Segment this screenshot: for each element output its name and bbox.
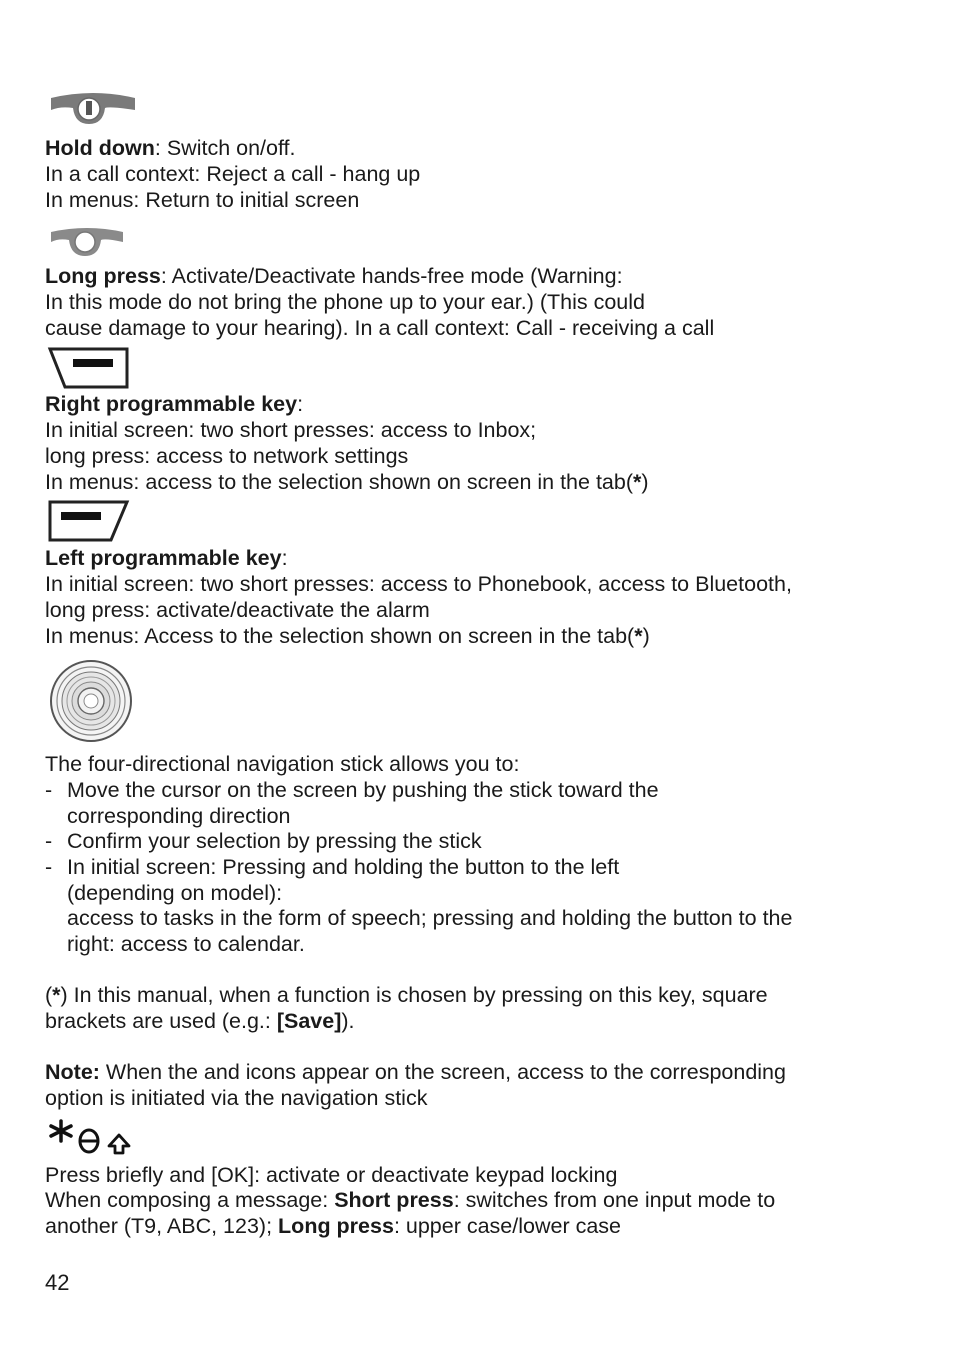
star-key-line-2: When composing a message: Short press: switches from one input mode to — [45, 1188, 776, 1212]
power-line-1: Hold down: Switch on/off. — [45, 136, 296, 160]
nav-bullet-1b: corresponding direction — [67, 804, 291, 828]
nav-bullet-1a: Move the cursor on the screen by pushing the stick toward the — [67, 778, 659, 802]
footnote-line-2: brackets are used (e.g.: [Save]). — [45, 1009, 355, 1033]
left-programmable-key-icon — [47, 499, 131, 543]
note-line-2: option is initiated via the navigation stick — [45, 1086, 428, 1110]
page-number: 42 — [45, 1270, 70, 1295]
call-key-icon — [49, 226, 125, 262]
right-programmable-key-icon — [47, 346, 131, 390]
right-key-line-1: Right programmable key: — [45, 392, 304, 416]
call-line-3: cause damage to your hearing). In a call context: Call - receiving a call — [45, 316, 715, 340]
star-key-icon — [47, 1118, 137, 1156]
star-key-line-1: Press briefly and [OK]: activate or deactivate keypad locking — [45, 1163, 618, 1187]
power-line-2: In a call context: Reject a call - hang up — [45, 162, 421, 186]
call-line-2: In this mode do not bring the phone up to your ear.) (This could — [45, 290, 645, 314]
nav-bullet-2: Confirm your selection by pressing the stick — [67, 829, 482, 853]
left-key-line-2: In initial screen: two short presses: access to Phonebook, access to Bluetooth, — [45, 572, 792, 596]
note-line-1: Note: When the and icons appear on the screen, access to the corresponding — [45, 1060, 786, 1084]
nav-intro: The four-directional navigation stick allows you to: — [45, 752, 520, 776]
power-key-icon — [49, 90, 137, 130]
navigation-stick-icon — [49, 659, 135, 743]
right-key-line-4: In menus: access to the selection shown on screen in the tab(*) — [45, 470, 649, 494]
call-line-1: Long press: Activate/Deactivate hands-free mode (Warning: — [45, 264, 623, 288]
nav-bullet-3c: access to tasks in the form of speech; pressing and holding the button to the — [67, 906, 793, 930]
nav-bullet-3b: (depending on model): — [67, 881, 283, 905]
nav-bullet-2-dash: - — [45, 829, 53, 853]
footnote-line-1: (*) In this manual, when a function is chosen by pressing on this key, square — [45, 983, 768, 1007]
right-key-line-3: long press: access to network settings — [45, 444, 409, 468]
power-line-3: In menus: Return to initial screen — [45, 188, 360, 212]
nav-bullet-1-dash: - — [45, 778, 53, 802]
nav-bullet-3-dash: - — [45, 855, 53, 879]
star-key-line-3: another (T9, ABC, 123); Long press: upper case/lower case — [45, 1214, 621, 1238]
nav-bullet-3a: In initial screen: Pressing and holding the button to the left — [67, 855, 620, 879]
nav-bullet-3d: right: access to calendar. — [67, 932, 305, 956]
left-key-line-4: In menus: Access to the selection shown on screen in the tab(*) — [45, 624, 650, 648]
left-key-line-3: long press: activate/deactivate the alarm — [45, 598, 430, 622]
left-key-line-1: Left programmable key: — [45, 546, 288, 570]
right-key-line-2: In initial screen: two short presses: access to Inbox; — [45, 418, 537, 442]
